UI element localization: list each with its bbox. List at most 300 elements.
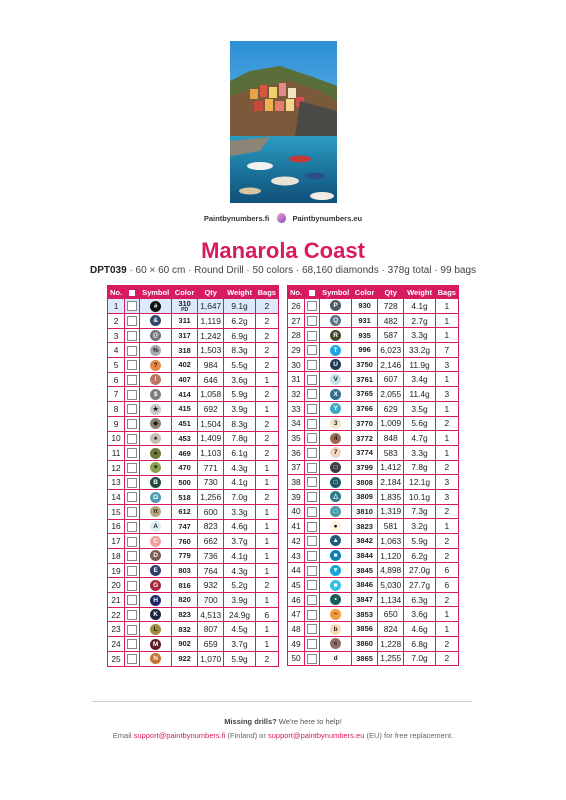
row-checkbox[interactable] — [307, 639, 317, 649]
weight: 7.3g — [404, 504, 435, 519]
symbol-cell — [320, 636, 352, 651]
row-checkbox[interactable] — [127, 581, 137, 591]
footer-heading-tail: We're here to help! — [276, 717, 342, 726]
symbol-cell — [140, 534, 172, 549]
quantity: 764 — [197, 563, 223, 578]
quantity: 1,503 — [197, 343, 223, 358]
bags: 2 — [435, 534, 458, 549]
weight: 5.9g — [224, 651, 255, 666]
brand-row — [0, 213, 566, 223]
color-code: 823 — [178, 610, 191, 620]
row-number: 48 — [288, 622, 305, 637]
bags: 1 — [255, 372, 278, 387]
table-row — [108, 637, 279, 652]
table-row — [108, 622, 279, 637]
quantity: 736 — [197, 549, 223, 564]
drill-symbol: 4 — [330, 433, 341, 444]
quantity: 1,119 — [197, 314, 223, 329]
row-checkbox[interactable] — [307, 301, 317, 311]
table-row — [108, 387, 279, 402]
row-checkbox[interactable] — [307, 331, 317, 341]
row-number: 28 — [288, 328, 305, 343]
header-checkbox-icon — [129, 290, 135, 296]
row-checkbox[interactable] — [307, 477, 317, 487]
weight: 7.0g — [224, 490, 255, 505]
row-checkbox[interactable] — [127, 404, 137, 414]
row-number: 23 — [108, 622, 125, 637]
row-number: 21 — [108, 593, 125, 608]
bags: 1 — [255, 402, 278, 417]
row-checkbox[interactable] — [127, 537, 137, 547]
color-code-cell — [352, 313, 378, 328]
table-row — [108, 475, 279, 490]
row-checkbox[interactable] — [307, 419, 317, 429]
symbol-cell — [320, 387, 352, 402]
weight: 7.0g — [404, 651, 435, 666]
symbol-cell — [320, 489, 352, 504]
drill-symbol: R — [330, 330, 341, 341]
color-code: 470 — [178, 463, 191, 473]
drill-symbol: X — [330, 389, 341, 400]
table-row — [108, 504, 279, 519]
weight: 3.9g — [224, 593, 255, 608]
row-checkbox[interactable] — [127, 566, 137, 576]
color-code-cell — [352, 622, 378, 637]
weight: 33.2g — [404, 343, 435, 358]
weight: 11.4g — [404, 387, 435, 402]
table-row — [108, 343, 279, 358]
row-checkbox[interactable] — [127, 360, 137, 370]
quantity: 650 — [377, 607, 403, 622]
bags: 1 — [255, 637, 278, 652]
symbol-cell — [320, 401, 352, 416]
bags: 2 — [435, 592, 458, 607]
table-row — [108, 534, 279, 549]
color-code: 310 — [178, 299, 191, 308]
weight: 9.1g — [224, 299, 255, 314]
weight: 3.3g — [224, 504, 255, 519]
color-code: 902 — [178, 639, 191, 649]
color-code: 832 — [178, 624, 191, 634]
row-number: 8 — [108, 402, 125, 417]
weight: 4.1g — [224, 475, 255, 490]
color-code: 469 — [178, 448, 191, 458]
row-checkbox[interactable] — [127, 331, 137, 341]
drill-symbol: L — [150, 624, 161, 635]
weight: 12.1g — [404, 475, 435, 490]
row-check-cell — [305, 475, 320, 490]
row-number: 3 — [108, 328, 125, 343]
color-code: 3810 — [356, 506, 373, 516]
quantity: 4,513 — [197, 607, 223, 622]
row-check-cell — [305, 299, 320, 314]
footer-heading-bold: Missing drills? — [224, 717, 277, 726]
row-checkbox[interactable] — [307, 522, 317, 532]
drill-symbol: A — [150, 521, 161, 532]
weight: 8.3g — [224, 343, 255, 358]
drill-symbol: C — [150, 536, 161, 547]
page-subtitle — [0, 265, 566, 276]
row-checkbox[interactable] — [127, 419, 137, 429]
quantity: 1,134 — [377, 592, 403, 607]
symbol-cell — [320, 548, 352, 563]
row-checkbox[interactable] — [307, 404, 317, 414]
quantity: 646 — [197, 372, 223, 387]
quantity: 932 — [197, 578, 223, 593]
row-check-cell — [125, 475, 140, 490]
weight: 6.1g — [224, 446, 255, 461]
row-check-cell — [305, 592, 320, 607]
quantity: 700 — [197, 593, 223, 608]
row-checkbox[interactable] — [127, 434, 137, 444]
bags: 1 — [255, 563, 278, 578]
color-code: 3750 — [356, 360, 373, 370]
color-code-cell — [172, 490, 198, 505]
quantity: 1,504 — [197, 416, 223, 431]
symbol-cell — [320, 622, 352, 637]
quantity: 824 — [377, 622, 403, 637]
color-code: 451 — [178, 419, 191, 429]
column-header-bags: Bags — [435, 286, 458, 299]
drill-symbol: B — [150, 477, 161, 488]
bags: 2 — [435, 504, 458, 519]
color-code-cell — [172, 534, 198, 549]
drill-symbol: N — [150, 653, 161, 664]
row-checkbox[interactable] — [127, 478, 137, 488]
color-code-cell — [172, 563, 198, 578]
weight: 3.3g — [404, 328, 435, 343]
quantity: 600 — [197, 504, 223, 519]
color-code: 922 — [178, 654, 191, 664]
quantity: 1,647 — [197, 299, 223, 314]
row-number: 1 — [108, 299, 125, 314]
row-checkbox[interactable] — [127, 639, 137, 649]
row-checkbox[interactable] — [127, 654, 137, 664]
color-code-cell — [172, 593, 198, 608]
drill-symbol: □ — [330, 462, 341, 473]
row-number: 6 — [108, 372, 125, 387]
table-row — [108, 446, 279, 461]
row-checkbox[interactable] — [307, 316, 317, 326]
symbol-cell — [140, 622, 172, 637]
drill-symbol: b — [330, 624, 341, 635]
row-number: 37 — [288, 460, 305, 475]
bags: 2 — [255, 387, 278, 402]
color-code-cell — [172, 549, 198, 564]
row-checkbox[interactable] — [307, 551, 317, 561]
row-checkbox[interactable] — [127, 522, 137, 532]
row-check-cell — [125, 358, 140, 373]
table-row — [108, 578, 279, 593]
bags: 1 — [435, 607, 458, 622]
table-row — [108, 519, 279, 534]
drill-symbol: ♠ — [150, 433, 161, 444]
color-code: 402 — [178, 360, 191, 370]
row-checkbox[interactable] — [127, 316, 137, 326]
row-checkbox[interactable] — [127, 463, 137, 473]
bags: 1 — [255, 593, 278, 608]
weight: 27.0g — [404, 563, 435, 578]
row-number: 41 — [288, 519, 305, 534]
row-checkbox[interactable] — [307, 536, 317, 546]
table-row — [288, 299, 459, 314]
drill-symbol: ▼ — [330, 565, 341, 576]
drill-symbol: P — [330, 300, 341, 311]
color-code: 3856 — [356, 624, 373, 634]
bags: 1 — [255, 460, 278, 475]
symbol-cell — [140, 460, 172, 475]
symbol-cell — [320, 607, 352, 622]
drill-symbol: △ — [330, 491, 341, 502]
column-header-weight: Weight — [404, 286, 435, 299]
bags: 2 — [255, 299, 278, 314]
table-row — [288, 328, 459, 343]
brand-logo-fi: Paintbynumbers.fi — [203, 213, 270, 223]
brand-logo-icon — [277, 213, 286, 223]
row-checkbox[interactable] — [127, 346, 137, 356]
row-checkbox[interactable] — [127, 551, 137, 561]
row-checkbox[interactable] — [307, 375, 317, 385]
row-number: 46 — [288, 592, 305, 607]
drill-symbol: • — [330, 594, 341, 605]
row-checkbox[interactable] — [307, 624, 317, 634]
row-number: 16 — [108, 519, 125, 534]
row-checkbox[interactable] — [307, 463, 317, 473]
symbol-cell — [320, 416, 352, 431]
color-code: 3765 — [356, 389, 373, 399]
row-check-cell — [305, 387, 320, 402]
table-row — [108, 460, 279, 475]
bags: 2 — [435, 460, 458, 475]
row-checkbox[interactable] — [307, 360, 317, 370]
row-number: 14 — [108, 490, 125, 505]
row-checkbox[interactable] — [127, 625, 137, 635]
color-code-cell — [352, 328, 378, 343]
quantity: 1,070 — [197, 651, 223, 666]
row-checkbox[interactable] — [127, 375, 137, 385]
symbol-cell — [140, 490, 172, 505]
symbol-cell — [320, 534, 352, 549]
weight: 27.7g — [404, 578, 435, 593]
row-number: 25 — [108, 651, 125, 666]
column-header-symbol: Symbol — [320, 286, 352, 299]
color-code: 935 — [358, 330, 371, 340]
bags: 2 — [255, 578, 278, 593]
row-checkbox[interactable] — [307, 610, 317, 620]
weight: 8.3g — [224, 416, 255, 431]
row-check-cell — [305, 622, 320, 637]
row-checkbox[interactable] — [307, 492, 317, 502]
email-link-eu[interactable]: support@paintbynumbers.eu — [267, 731, 365, 740]
row-check-cell — [305, 343, 320, 358]
symbol-cell — [320, 431, 352, 446]
weight: 5.9g — [404, 534, 435, 549]
color-code: 3842 — [356, 536, 373, 546]
row-checkbox[interactable] — [307, 507, 317, 517]
table-row — [288, 431, 459, 446]
drill-symbol: d — [330, 653, 341, 664]
color-code: 518 — [178, 492, 191, 502]
footer-divider — [92, 701, 472, 702]
table-row — [288, 343, 459, 358]
column-header-color: Color — [172, 286, 198, 299]
bags: 1 — [435, 328, 458, 343]
color-code-cell — [352, 563, 378, 578]
row-check-cell — [125, 402, 140, 417]
color-code-cell — [172, 460, 198, 475]
drill-symbol: ● — [330, 521, 341, 532]
color-code-cell — [352, 401, 378, 416]
drill-symbol: ◆ — [150, 418, 161, 429]
bags: 1 — [435, 372, 458, 387]
bags: 2 — [435, 651, 458, 666]
color-code-cell — [352, 548, 378, 563]
symbol-cell — [320, 445, 352, 460]
row-check-cell — [305, 563, 320, 578]
color-code: 3809 — [356, 492, 373, 502]
quantity: 583 — [377, 445, 403, 460]
color-code-cell — [172, 446, 198, 461]
column-header-bags: Bags — [255, 286, 278, 299]
column-header-color: Color — [352, 286, 378, 299]
row-check-cell — [305, 357, 320, 372]
row-check-cell — [125, 504, 140, 519]
color-code: 311 — [178, 316, 191, 326]
row-checkbox[interactable] — [307, 580, 317, 590]
drill-symbol: D — [150, 550, 161, 561]
bags: 2 — [255, 358, 278, 373]
row-checkbox[interactable] — [127, 610, 137, 620]
table-row — [288, 534, 459, 549]
quantity: 848 — [377, 431, 403, 446]
row-checkbox[interactable] — [127, 595, 137, 605]
color-code: 415 — [178, 404, 191, 414]
product-details: · 60 × 60 cm · Round Drill · 50 colors · 68,160 diamonds · 378g total · 99 bags — [126, 265, 477, 276]
drill-symbol: @ — [150, 330, 161, 341]
drill-symbol: □ — [330, 477, 341, 488]
bags: 2 — [255, 416, 278, 431]
table-row — [288, 460, 459, 475]
color-code-cell — [352, 372, 378, 387]
row-checkbox[interactable] — [307, 566, 317, 576]
row-checkbox[interactable] — [307, 345, 317, 355]
drill-symbol: U — [330, 359, 341, 370]
table-row — [108, 431, 279, 446]
weight: 5.5g — [224, 358, 255, 373]
quantity: 2,184 — [377, 475, 403, 490]
weight: 24.9g — [224, 607, 255, 622]
weight: 7.8g — [224, 431, 255, 446]
quantity: 1,409 — [197, 431, 223, 446]
color-code: 816 — [178, 580, 191, 590]
drill-symbol: # — [150, 301, 161, 312]
color-code-cell — [172, 622, 198, 637]
color-code-cell — [352, 534, 378, 549]
bags: 1 — [255, 534, 278, 549]
quantity: 1,319 — [377, 504, 403, 519]
bags: 1 — [435, 622, 458, 637]
product-code: DPT039 — [89, 265, 127, 276]
email-link-fi[interactable]: support@paintbynumbers.fi — [133, 731, 226, 740]
weight: 11.9g — [404, 357, 435, 372]
symbol-cell — [140, 402, 172, 417]
row-checkbox[interactable] — [307, 433, 317, 443]
row-checkbox[interactable] — [127, 507, 137, 517]
bags: 3 — [435, 475, 458, 490]
row-check-cell — [125, 446, 140, 461]
weight: 3.6g — [224, 372, 255, 387]
row-checkbox[interactable] — [307, 595, 317, 605]
table-row — [288, 416, 459, 431]
quantity: 2,055 — [377, 387, 403, 402]
color-code: 3761 — [356, 374, 373, 384]
row-checkbox[interactable] — [127, 301, 137, 311]
color-legend-table-right — [287, 285, 459, 666]
quantity: 629 — [377, 401, 403, 416]
row-checkbox[interactable] — [307, 448, 317, 458]
table-row — [288, 636, 459, 651]
row-checkbox[interactable] — [307, 389, 317, 399]
row-number: 24 — [108, 637, 125, 652]
table-row — [288, 592, 459, 607]
row-number: 19 — [108, 563, 125, 578]
weight: 3.9g — [224, 402, 255, 417]
bags: 2 — [255, 490, 278, 505]
symbol-cell — [320, 563, 352, 578]
quantity: 4,898 — [377, 563, 403, 578]
table-row — [288, 475, 459, 490]
table-row — [108, 416, 279, 431]
symbol-cell — [140, 372, 172, 387]
table-row — [288, 519, 459, 534]
row-number: 15 — [108, 504, 125, 519]
row-checkbox[interactable] — [127, 492, 137, 502]
row-checkbox[interactable] — [127, 448, 137, 458]
column-header-check — [305, 286, 320, 299]
row-check-cell — [305, 578, 320, 593]
row-number: 29 — [288, 343, 305, 358]
row-check-cell — [305, 489, 320, 504]
row-check-cell — [125, 314, 140, 329]
table-row — [288, 651, 459, 666]
weight: 6.2g — [404, 548, 435, 563]
color-code: 3845 — [356, 565, 373, 575]
symbol-cell — [140, 637, 172, 652]
symbol-cell — [140, 563, 172, 578]
color-code-cell — [352, 519, 378, 534]
row-checkbox[interactable] — [127, 390, 137, 400]
color-code-cell — [172, 475, 198, 490]
row-checkbox[interactable] — [307, 654, 317, 664]
color-code-cell — [352, 357, 378, 372]
color-code: 760 — [178, 536, 191, 546]
row-check-cell — [305, 416, 320, 431]
table-row — [108, 372, 279, 387]
color-code-cell — [172, 607, 198, 622]
quantity: 6,023 — [377, 343, 403, 358]
footer-text: (Finland) or — [225, 731, 268, 740]
row-check-cell — [125, 622, 140, 637]
row-check-cell — [125, 387, 140, 402]
row-number: 42 — [288, 534, 305, 549]
quantity: 482 — [377, 313, 403, 328]
color-code-cell — [172, 402, 198, 417]
row-number: 17 — [108, 534, 125, 549]
color-code-cell — [172, 504, 198, 519]
color-code-cell — [352, 636, 378, 651]
symbol-cell — [140, 387, 172, 402]
row-number: 35 — [288, 431, 305, 446]
